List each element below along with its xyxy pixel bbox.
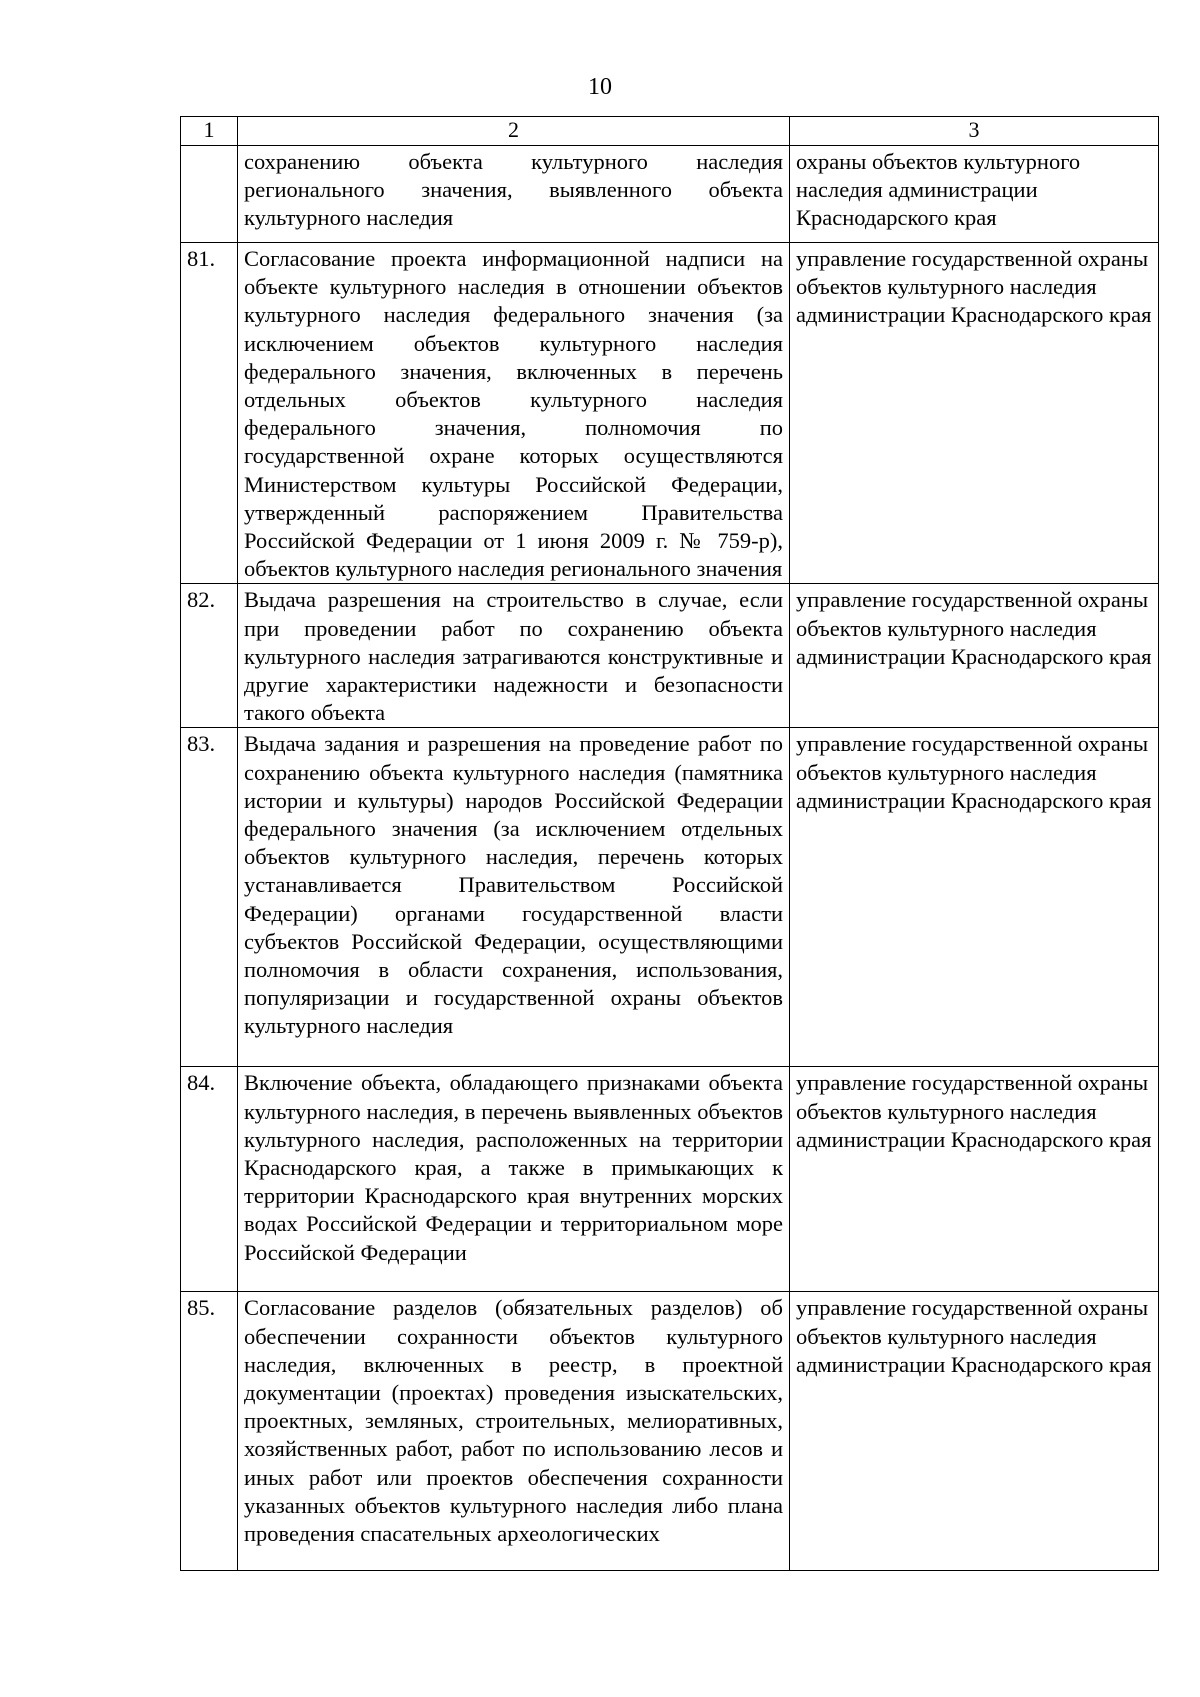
service-description: Включение объекта, обладающего признаками объекта культурного наследия, в перечень выявленных объектов культурного наследия, расположенных на территории Краснодарского края, а также в примыкающих к территории Краснодарского края внутренних морских водах Российской Федерации и территориальном море Российской Федерации xyxy=(238,1067,790,1292)
registry-table xyxy=(180,116,1159,1571)
service-description: Выдача разрешения на строительство в случае, если при проведении работ по сохранению объекта культурного наследия затрагиваются конструктивные и другие характеристики надежности и безопасности такого объекта xyxy=(238,584,790,728)
service-description: сохранению объекта культурного наследия регионального значения, выявленного объекта культурного наследия xyxy=(238,146,790,243)
responsible-agency: управление государственной охраны объектов культурного наследия администрации Краснодарского края xyxy=(790,1067,1159,1292)
row-number: 81. xyxy=(181,243,238,584)
table-row xyxy=(181,728,1159,1067)
column-header-2: 2 xyxy=(238,117,790,146)
table-header-row xyxy=(181,117,1159,146)
row-number: 84. xyxy=(181,1067,238,1292)
responsible-agency: управление государственной охраны объектов культурного наследия администрации Краснодарского края xyxy=(790,584,1159,728)
responsible-agency: управление государственной охраны объектов культурного наследия администрации Краснодарского края xyxy=(790,728,1159,1067)
table-row xyxy=(181,1067,1159,1292)
row-number: 82. xyxy=(181,584,238,728)
table-row xyxy=(181,584,1159,728)
row-number xyxy=(181,146,238,243)
table-row xyxy=(181,146,1159,243)
responsible-agency: управление государственной охраны объектов культурного наследия администрации Краснодарского края xyxy=(790,243,1159,584)
column-header-3: 3 xyxy=(790,117,1159,146)
responsible-agency: охраны объектов культурного наследия администрации Краснодарского края xyxy=(790,146,1159,243)
table-row xyxy=(181,1292,1159,1571)
row-number: 85. xyxy=(181,1292,238,1571)
row-number: 83. xyxy=(181,728,238,1067)
table-row xyxy=(181,243,1159,584)
service-description: Согласование проекта информационной надписи на объекте культурного наследия в отношении объектов культурного наследия федерального значения (за исключением объектов культурного наследия федерального значения, включенных в перечень отдельных объектов культурного наследия федерального значения, полномочия по государственной охране которых осуществляются Министерством культуры Российской Федерации, утвержденный распоряжением Правительства Российской Федерации от 1 июня 2009 г. № 759-р), объектов культурного наследия регионального значения xyxy=(238,243,790,584)
service-description: Выдача задания и разрешения на проведение работ по сохранению объекта культурного наследия (памятника истории и культуры) народов Российской Федерации федерального значения (за исключением отдельных объектов культурного наследия, перечень которых устанавливается Правительством Российской Федерации) органами государственной власти субъектов Российской Федерации, осуществляющими полномочия в области сохранения, использования, популяризации и государственной охраны объектов культурного наследия xyxy=(238,728,790,1067)
column-header-1: 1 xyxy=(181,117,238,146)
responsible-agency: управление государственной охраны объектов культурного наследия администрации Краснодарского края xyxy=(790,1292,1159,1571)
page-number: 10 xyxy=(588,74,612,100)
service-description: Согласование разделов (обязательных разделов) об обеспечении сохранности объектов культурного наследия, включенных в реестр, в проектной документации (проектах) проведения изыскательских, проектных, земляных, строительных, мелиоративных, хозяйственных работ, работ по использованию лесов и иных работ или проектов обеспечения сохранности указанных объектов культурного наследия либо плана проведения спасательных археологических xyxy=(238,1292,790,1571)
